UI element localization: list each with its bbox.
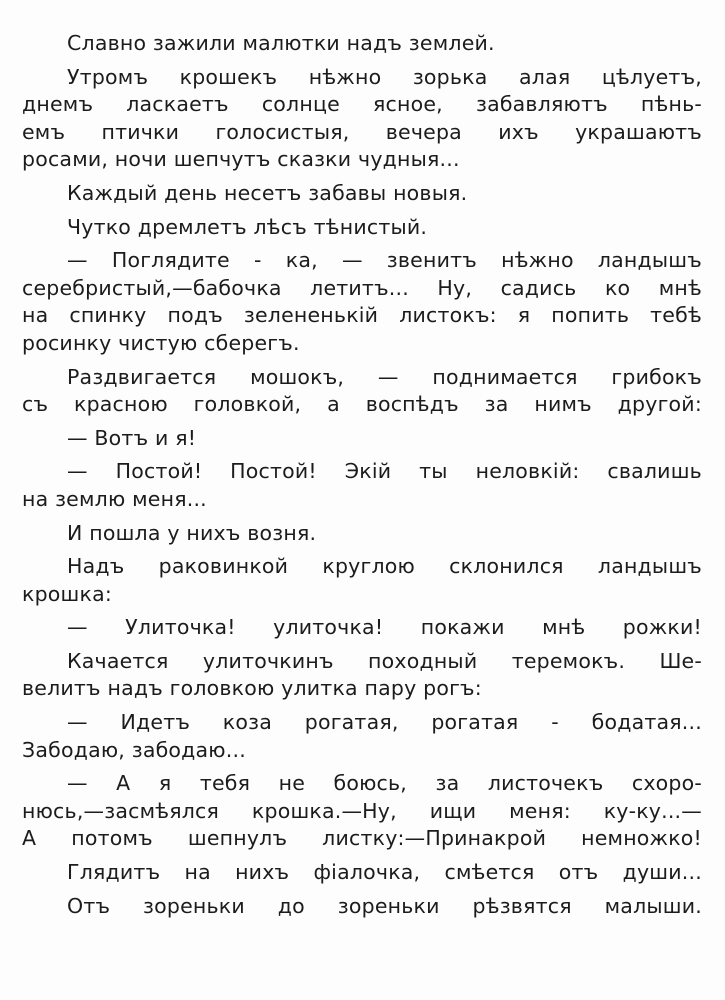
text-line: — Постой! Постой! Экій ты неловкій: свалишь: [67, 459, 702, 484]
text-line: — Вотъ и я!: [67, 425, 197, 450]
text-line: Глядитъ на нихъ фіалочка, смѣется отъ души...: [67, 860, 702, 885]
text-line: Надъ раковинкой круглою склонился ландышъ: [67, 554, 702, 579]
text-line: А потомъ шепнулъ листку:—Принакрой немножко!: [22, 826, 702, 851]
story-text: [22, 30, 702, 920]
text-line: нюсь,—засмѣялся крошка.—Ну, ищи меня: ку-ку...—: [22, 798, 702, 823]
text-line: Чутко дремлетъ лѣсъ тѣнистый.: [67, 214, 428, 239]
text-line: Отъ зореньки до зореньки рѣзвятся малыши.: [67, 893, 702, 918]
text-line: — Улиточка! улиточка! покажи мнѣ рожки!: [67, 615, 702, 640]
text-line: Раздвигается мошокъ, — поднимается грибокъ: [67, 364, 702, 389]
text-line: крошка:: [22, 581, 112, 606]
text-line: Забодаю, забодаю...: [22, 737, 246, 762]
text-line: на спинку подъ зелененькій листокъ: я попить тебѣ: [22, 303, 702, 328]
text-line: Качается улиточкинъ походный теремокъ. Ше-: [67, 648, 702, 673]
text-line: росами, ночи шепчутъ сказки чудныя...: [22, 147, 460, 172]
text-line: — Идетъ коза рогатая, рогатая - бодатая...: [67, 710, 702, 735]
text-line: Утромъ крошекъ нѣжно зорька алая цѣлуетъ,: [67, 64, 702, 89]
text-line: — Поглядите - ка, — звенитъ нѣжно ландышъ: [67, 248, 702, 273]
text-line: серебристый,—бабочка летитъ... Ну, садись ко мнѣ: [22, 275, 702, 300]
text-line: Каждый день несетъ забавы новыя.: [67, 180, 468, 205]
text-line: емъ птички голосистыя, вечера ихъ украшаютъ: [22, 119, 702, 144]
text-line: днемъ ласкаетъ солнце ясное, забавляютъ пѣнь-: [22, 92, 702, 117]
text-line: — А я тебя не боюсь, за листочекъ схоро-: [67, 771, 702, 796]
text-line: И пошла у нихъ возня.: [67, 520, 317, 545]
text-line: Славно зажили малютки надъ землей.: [67, 31, 495, 55]
text-line: велитъ надъ головкою улитка пару рогъ:: [22, 676, 482, 701]
text-line: съ красною головкой, а воспѣдъ за нимъ другой:: [22, 392, 702, 417]
text-line: росинку чистую сберегъ.: [22, 330, 300, 355]
text-line: на землю меня...: [22, 486, 207, 511]
